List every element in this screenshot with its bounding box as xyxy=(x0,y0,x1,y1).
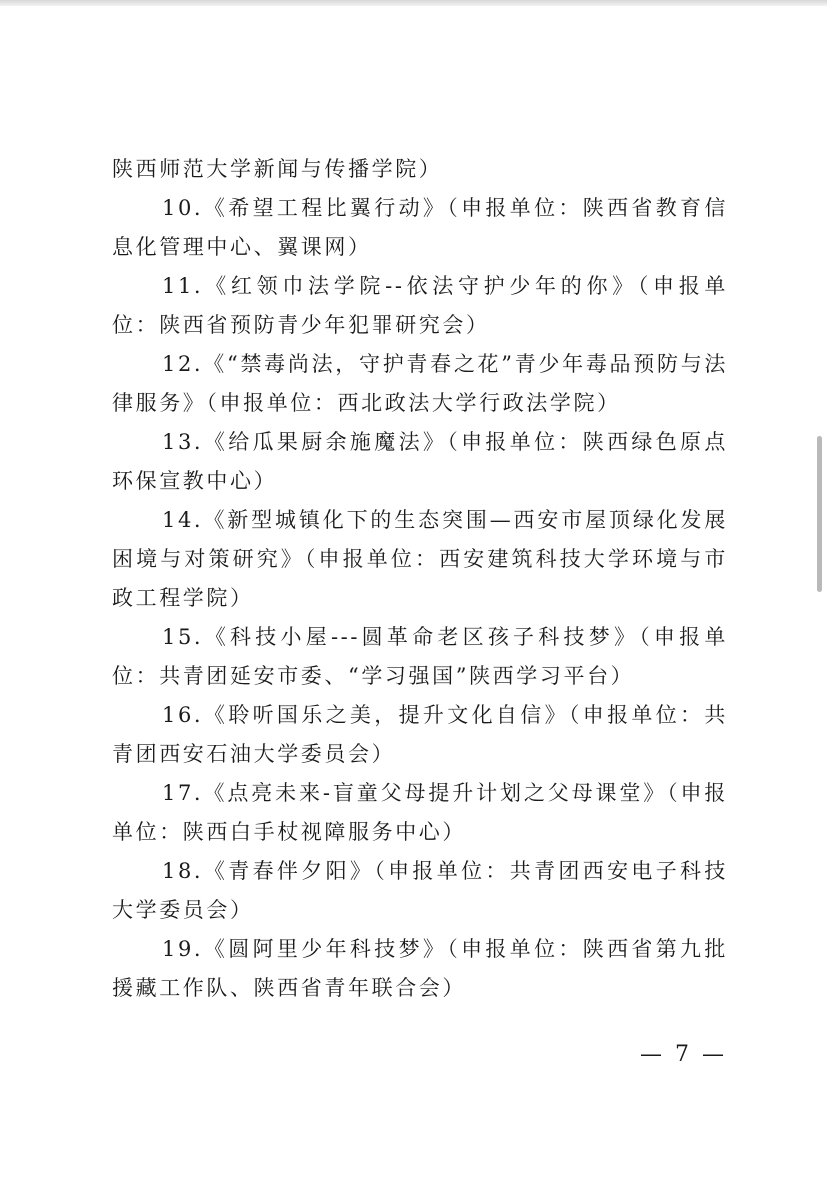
list-item: 15.《科技小屋---圆革命老区孩子科技梦》（申报单位：共青团延安市委、“学习强国”陕西学习平台） xyxy=(112,625,728,688)
list-item: 14.《新型城镇化下的生态突围—西安市屋顶绿化发展困境与对策研究》（申报单位：西安建筑科技大学环境与市政工程学院） xyxy=(112,508,728,610)
list-item: 11.《红领巾法学院--依法守护少年的你》（申报单位：陕西省预防青少年犯罪研究会） xyxy=(112,274,728,337)
list-item: 13.《给瓜果厨余施魔法》（申报单位：陕西绿色原点环保宣教中心） xyxy=(112,430,728,493)
list-item: 18.《青春伴夕阳》（申报单位：共青团西安电子科技大学委员会） xyxy=(112,859,728,922)
list-item: 17.《点亮未来-盲童父母提升计划之父母课堂》（申报单位：陕西白手杖视障服务中心） xyxy=(112,781,728,844)
page-number: — 7 — xyxy=(640,1042,727,1067)
vertical-scrollbar[interactable] xyxy=(817,436,822,592)
list-item: 19.《圆阿里少年科技梦》（申报单位：陕西省第九批援藏工作队、陕西省青年联合会） xyxy=(112,937,728,1000)
continuation-line: 陕西师范大学新闻与传播学院） xyxy=(112,157,443,181)
document-body xyxy=(112,150,728,1008)
list-item: 12.《“禁毒尚法，守护青春之花”青少年毒品预防与法律服务》（申报单位：西北政法大学行政法学院） xyxy=(112,352,728,415)
list-item: 10.《希望工程比翼行动》（申报单位：陕西省教育信息化管理中心、翼课网） xyxy=(112,196,728,259)
list-item: 16.《聆听国乐之美，提升文化自信》（申报单位：共青团西安石油大学委员会） xyxy=(112,703,728,766)
